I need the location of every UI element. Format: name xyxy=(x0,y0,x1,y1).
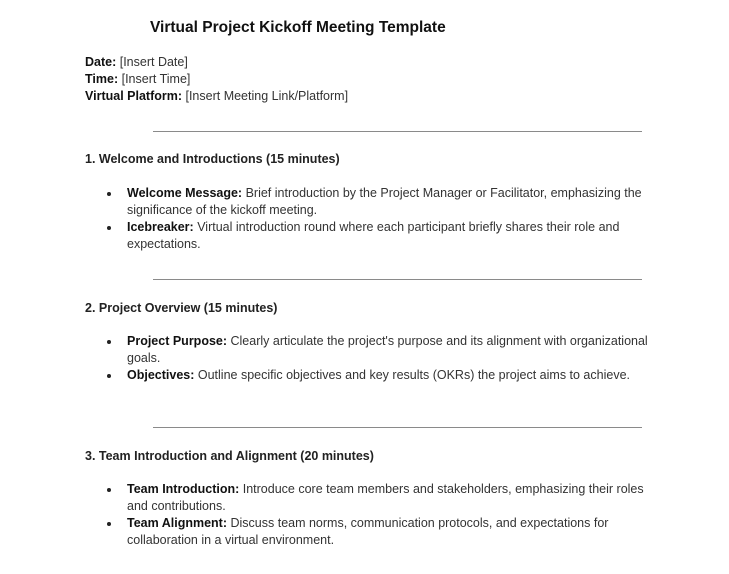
section-heading-1: 1. Welcome and Introductions (15 minutes) xyxy=(85,152,340,166)
divider xyxy=(153,131,642,132)
meta-time-label: Time: xyxy=(85,72,119,86)
bullet-icon xyxy=(107,522,111,526)
item-text: Virtual introduction round where each participant briefly shares their role and expectations. xyxy=(127,220,620,251)
bullet-icon xyxy=(107,192,111,196)
list-item xyxy=(104,367,649,384)
section-2-list xyxy=(104,333,649,384)
list-item xyxy=(104,333,649,367)
divider xyxy=(153,279,642,280)
meta-platform-label: Virtual Platform: xyxy=(85,89,183,103)
list-item xyxy=(104,185,649,219)
section-heading-3: 3. Team Introduction and Alignment (20 minutes) xyxy=(85,449,374,463)
meta-date xyxy=(85,55,188,69)
meta-date-value: [Insert Date] xyxy=(116,55,188,69)
item-label: Welcome Message: xyxy=(127,186,243,200)
meta-date-label: Date: xyxy=(85,55,117,69)
bullet-icon xyxy=(107,488,111,492)
item-label: Team Alignment: xyxy=(127,516,228,530)
section-1-list xyxy=(104,185,649,253)
section-3-list xyxy=(104,481,649,549)
meta-platform xyxy=(85,89,348,103)
item-text: Discuss team norms, communication protocols, and expectations for collaboration in a virtual environment. xyxy=(127,516,609,547)
bullet-icon xyxy=(107,340,111,344)
meta-platform-value: [Insert Meeting Link/Platform] xyxy=(182,89,349,103)
item-label: Icebreaker: xyxy=(127,220,194,234)
divider xyxy=(153,427,642,428)
meta-time xyxy=(85,72,190,86)
document-title: Virtual Project Kickoff Meeting Template xyxy=(150,19,446,36)
list-item xyxy=(104,219,649,253)
list-item xyxy=(104,515,649,549)
item-text: Introduce core team members and stakeholders, emphasizing their roles and contributions. xyxy=(127,482,644,513)
item-text: Clearly articulate the project's purpose and its alignment with organizational goals. xyxy=(127,334,648,365)
item-text: Brief introduction by the Project Manager or Facilitator, emphasizing the significance of the kickoff meeting. xyxy=(127,186,642,217)
bullet-icon xyxy=(107,374,111,378)
list-item xyxy=(104,481,649,515)
item-label: Project Purpose: xyxy=(127,334,228,348)
bullet-icon xyxy=(107,226,111,230)
meta-time-value: [Insert Time] xyxy=(118,72,191,86)
section-heading-2: 2. Project Overview (15 minutes) xyxy=(85,301,278,315)
item-label: Objectives: xyxy=(127,368,195,382)
item-label: Team Introduction: xyxy=(127,482,240,496)
item-text: Outline specific objectives and key results (OKRs) the project aims to achieve. xyxy=(194,368,630,382)
